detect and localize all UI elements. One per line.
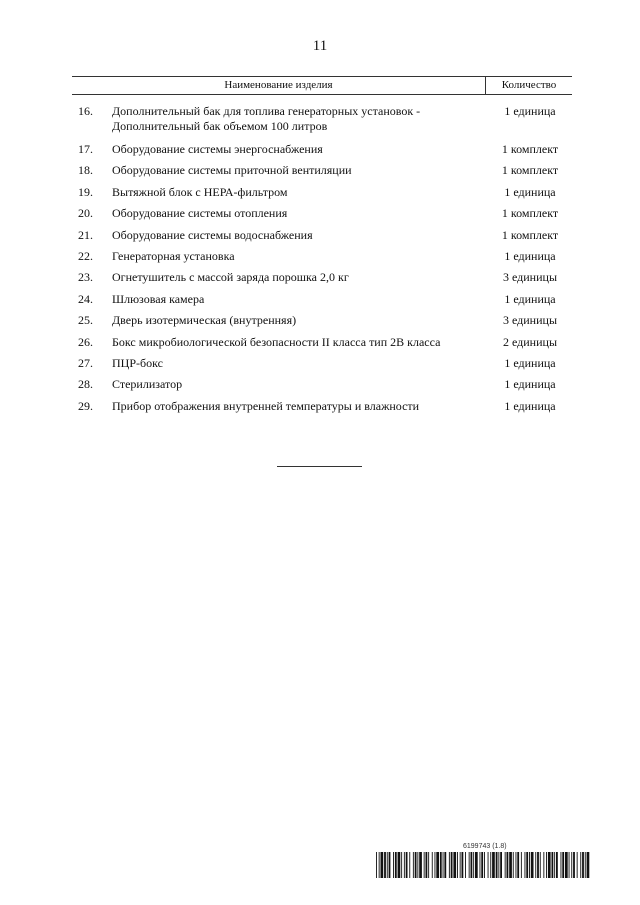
barcode-bar — [457, 852, 458, 878]
row-quantity: 1 единица — [504, 398, 556, 413]
barcode-bar — [460, 852, 461, 878]
barcode-bar — [379, 852, 380, 878]
barcode-bar — [469, 852, 470, 878]
barcode-bar — [571, 852, 572, 878]
barcode-bar — [535, 852, 536, 878]
barcode-bar — [409, 852, 410, 878]
page-number: 11 — [312, 38, 328, 54]
barcode-bar — [453, 852, 456, 878]
barcode-bar — [471, 852, 473, 878]
barcode-bar — [513, 852, 514, 878]
barcode-bar — [565, 852, 568, 878]
row-item-name: Огнетушитель с массой заряда порошка 2,0 кг — [112, 270, 349, 285]
barcode-bar — [531, 852, 534, 878]
barcode-bar — [440, 852, 442, 878]
row-number: 17. — [78, 142, 93, 156]
row-quantity: 1 единица — [504, 291, 556, 306]
barcode-bar — [500, 852, 502, 878]
barcode-bar — [525, 852, 526, 878]
row-item-name: Генераторная установка — [112, 248, 235, 263]
barcode-bar — [526, 852, 528, 878]
barcode-bar — [398, 852, 401, 878]
barcode-bar — [509, 852, 512, 878]
header-quantity: Количество — [501, 79, 557, 91]
barcode-bar — [540, 852, 541, 878]
row-number: 28. — [78, 377, 93, 392]
barcode-bar — [443, 852, 444, 878]
row-number: 21. — [78, 227, 93, 242]
row-item-name: ПЦР-бокс — [112, 355, 163, 370]
row-quantity: 3 единицы — [502, 270, 558, 285]
barcode-bar — [393, 852, 394, 878]
table-row — [0, 399, 640, 420]
barcode-bar — [556, 852, 558, 878]
barcode-bar — [432, 852, 433, 878]
row-item-name: Стерилизатор — [112, 377, 183, 392]
barcode-bar — [426, 852, 428, 878]
barcode-bar — [424, 852, 425, 878]
row-number: 23. — [78, 270, 93, 285]
row-quantity: 1 комплект — [501, 227, 559, 242]
row-quantity: 1 единица — [504, 355, 556, 370]
row-quantity: 1 единица — [504, 248, 556, 263]
row-number: 27. — [78, 355, 93, 370]
table-row — [0, 104, 640, 142]
barcode-bar — [435, 852, 436, 878]
barcode-bar — [462, 852, 464, 878]
barcode-bar — [582, 852, 584, 878]
table-header — [72, 76, 572, 95]
row-quantity: 1 единица — [504, 377, 556, 392]
barcode-bar — [419, 852, 422, 878]
row-number: 29. — [78, 398, 93, 413]
row-number: 20. — [78, 206, 93, 221]
barcode-bar — [577, 852, 578, 878]
row-quantity: 2 единицы — [502, 334, 558, 349]
row-item-name: Бокс микробиологической безопасности II класса тип 2В класса — [112, 334, 441, 349]
barcode-bar — [406, 852, 408, 878]
barcode-bar — [498, 852, 499, 878]
barcode-bar — [537, 852, 539, 878]
barcode-bar — [516, 852, 517, 878]
row-quantity: 1 единица — [504, 184, 556, 199]
barcode-bar — [505, 852, 506, 878]
barcode-bar — [543, 852, 544, 878]
row-number: 16. — [78, 104, 93, 118]
row-item-name: Оборудование системы отопления — [112, 206, 288, 221]
table-row — [0, 335, 640, 356]
barcode-bar — [401, 852, 402, 878]
barcode-bar — [554, 852, 555, 878]
table-row — [0, 356, 640, 377]
barcode-bar — [585, 852, 586, 878]
barcode-bar — [473, 852, 474, 878]
barcode-bar — [415, 852, 417, 878]
barcode-bar — [465, 852, 466, 878]
table-row — [0, 270, 640, 291]
row-item-name: Прибор отображения внутренней температуры и влажности — [112, 398, 420, 413]
end-of-list-rule — [277, 466, 362, 467]
barcode-bar — [395, 852, 397, 878]
barcode-bar — [569, 852, 570, 878]
row-item-name: Оборудование системы водоснабжения — [112, 227, 313, 242]
barcode-bar — [517, 852, 519, 878]
barcode-bar — [521, 852, 522, 878]
barcode-bar — [475, 852, 478, 878]
table-row — [0, 142, 640, 163]
row-item-name: Оборудование системы приточной вентиляции — [112, 163, 352, 178]
row-quantity: 1 комплект — [501, 163, 559, 178]
row-item-name: Шлюзовая камера — [112, 291, 205, 306]
item-list — [0, 104, 640, 420]
barcode-bar — [428, 852, 429, 878]
barcode-bar — [451, 852, 453, 878]
barcode-bar — [480, 852, 481, 878]
barcode-bar — [404, 852, 405, 878]
barcode-bar — [496, 852, 498, 878]
barcode-bar — [492, 852, 495, 878]
row-item-name: Дополнительный бак для топлива генераторных установок - Дополнительный бак объемом 100 литров — [112, 104, 421, 133]
barcode-bar — [387, 852, 388, 878]
barcode — [376, 852, 590, 878]
barcode-bar — [562, 852, 564, 878]
row-number: 18. — [78, 163, 93, 178]
row-item-name: Оборудование системы энергоснабжения — [112, 142, 323, 156]
row-number: 19. — [78, 184, 93, 199]
barcode-bar — [376, 852, 377, 878]
barcode-bar — [384, 852, 386, 878]
table-row — [0, 249, 640, 270]
barcode-bar — [546, 852, 547, 878]
barcode-bar — [587, 852, 590, 878]
barcode-bar — [580, 852, 581, 878]
row-number: 22. — [78, 248, 93, 263]
barcode-bar — [417, 852, 418, 878]
table-row — [0, 206, 640, 227]
row-number: 25. — [78, 313, 93, 328]
row-quantity: 3 единицы — [502, 313, 558, 328]
row-quantity: 1 комплект — [501, 206, 559, 221]
barcode-bar — [436, 852, 439, 878]
barcode-bar — [381, 852, 384, 878]
row-quantity: 1 единица — [504, 104, 556, 118]
barcode-bar — [481, 852, 483, 878]
barcode-bar — [507, 852, 509, 878]
barcode-bar — [490, 852, 491, 878]
row-number: 26. — [78, 334, 93, 349]
table-row — [0, 163, 640, 184]
table-row — [0, 228, 640, 249]
barcode-bar — [488, 852, 489, 878]
row-item-name: Дверь изотермическая (внутренняя) — [112, 313, 297, 328]
barcode-bar — [561, 852, 562, 878]
barcode-bar — [413, 852, 414, 878]
barcode-bar — [552, 852, 554, 878]
barcode-bar — [449, 852, 450, 878]
barcode-bar — [444, 852, 446, 878]
table-row — [0, 377, 640, 398]
table-row — [0, 185, 640, 206]
barcode-bar — [529, 852, 530, 878]
header-item-name: Наименование изделия — [72, 77, 486, 94]
document-code: 6199743 (1.8) — [463, 843, 507, 850]
barcode-bar — [573, 852, 575, 878]
row-item-name: Вытяжной блок с НЕРА-фильтром — [112, 184, 288, 199]
barcode-bar — [389, 852, 391, 878]
row-quantity: 1 комплект — [501, 142, 559, 156]
row-number: 24. — [78, 291, 93, 306]
barcode-bar — [484, 852, 485, 878]
barcode-bar — [548, 852, 551, 878]
table-row — [0, 313, 640, 334]
table-row — [0, 292, 640, 313]
